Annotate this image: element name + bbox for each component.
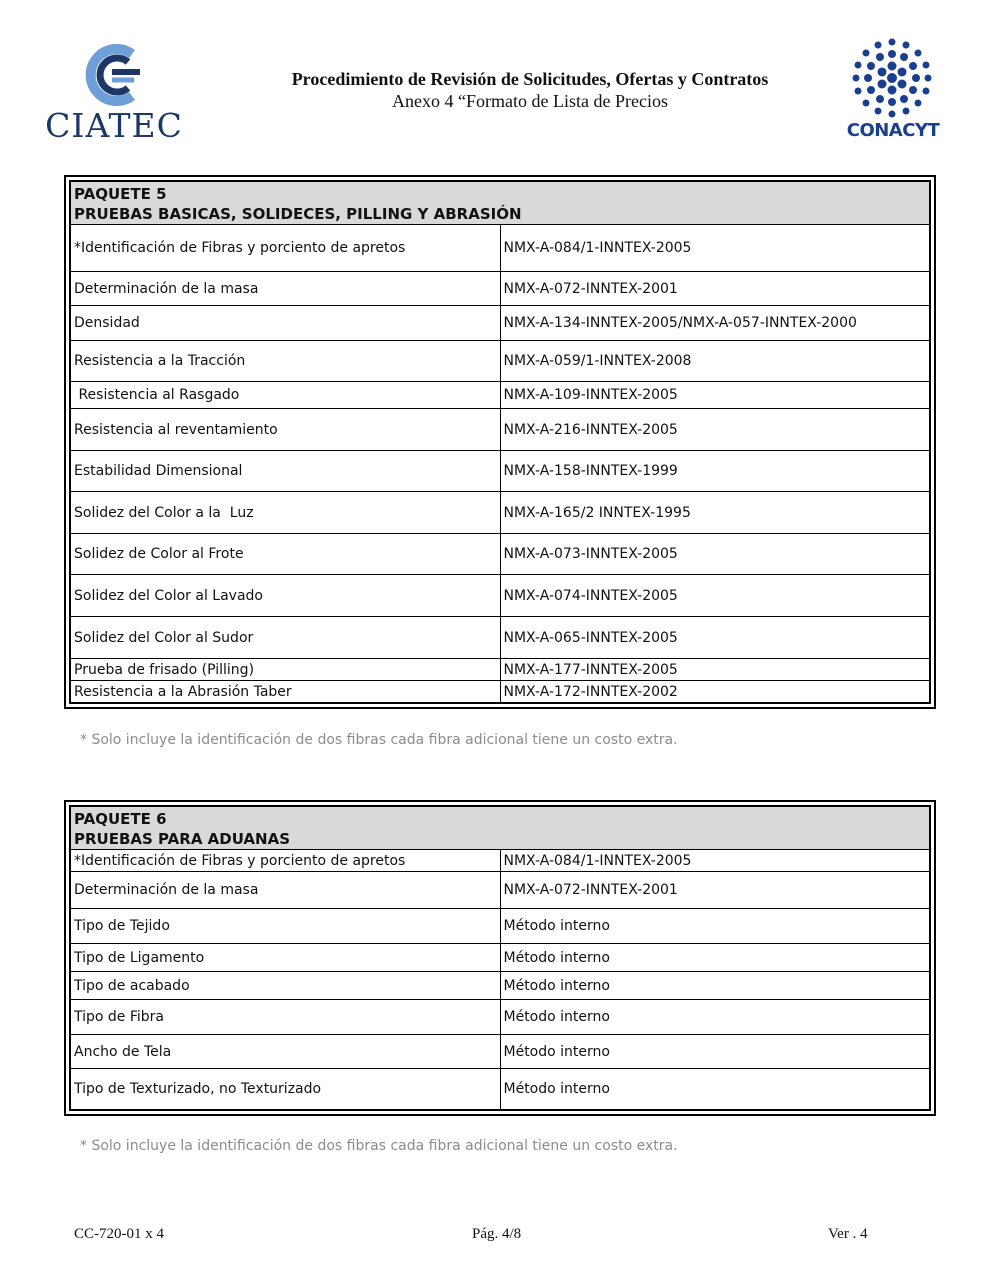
table-row [71,872,930,909]
package-5-note: * Solo incluye la identificación de dos fibras cada fibra adicional tiene un costo extra. [80,732,678,748]
test-name: Determinación de la masa [71,872,501,909]
package-header-cell [71,182,930,225]
table-row [71,382,930,409]
test-name: Densidad [71,306,501,341]
test-name: *Identificación de Fibras y porciento de apretos [71,225,501,272]
table-row [71,909,930,944]
test-name: Ancho de Tela [71,1035,501,1069]
page-header [0,0,990,160]
package-header [71,182,930,225]
document-version: Ver . 4 [828,1226,868,1242]
test-method: NMX-A-074-INNTEX-2005 [500,575,930,617]
table-row [71,1069,930,1110]
test-method: NMX-A-216-INNTEX-2005 [500,409,930,451]
test-method: NMX-A-165/2 INNTEX-1995 [500,492,930,534]
test-method: Método interno [500,1035,930,1069]
test-method: NMX-A-084/1-INNTEX-2005 [500,225,930,272]
package-5-table [64,175,936,709]
test-name: Solidez del Color a la Luz [71,492,501,534]
test-method: NMX-A-172-INNTEX-2002 [500,681,930,703]
test-name: Resistencia al Rasgado [71,382,501,409]
ciatec-logo-icon [82,40,146,110]
table-row [71,681,930,703]
package-title: PAQUETE 5 [74,185,167,203]
test-name: Solidez del Color al Lavado [71,575,501,617]
conacyt-wordmark: CONACYT [846,120,940,141]
table-row [71,225,930,272]
test-method: NMX-A-072-INNTEX-2001 [500,872,930,909]
table-row [71,451,930,492]
table-row [71,492,930,534]
test-method: Método interno [500,972,930,1000]
conacyt-logo [838,36,948,148]
test-name: Estabilidad Dimensional [71,451,501,492]
package-header [71,807,930,850]
test-name: Resistencia a la Abrasión Taber [71,681,501,703]
test-method: NMX-A-158-INNTEX-1999 [500,451,930,492]
package-6-table [64,800,936,1116]
table-row [71,972,930,1000]
document-title-block [230,68,830,112]
table-row [71,659,930,681]
package-title: PAQUETE 6 [74,810,167,828]
table-row [71,850,930,872]
test-method: NMX-A-059/1-INNTEX-2008 [500,341,930,382]
package-subtitle: PRUEBAS BASICAS, SOLIDECES, PILLING Y ABRASIÓN [74,205,522,223]
test-name: Tipo de Tejido [71,909,501,944]
test-method: Método interno [500,909,930,944]
test-method: Método interno [500,1000,930,1035]
conacyt-logo-icon [850,36,934,120]
test-method: NMX-A-134-INNTEX-2005/NMX-A-057-INNTEX-2000 [500,306,930,341]
test-name: Solidez de Color al Frote [71,534,501,575]
test-method: NMX-A-084/1-INNTEX-2005 [500,850,930,872]
document-code: CC-720-01 x 4 [74,1226,164,1242]
table-row [71,617,930,659]
test-name: *Identificación de Fibras y porciento de apretos [71,850,501,872]
package-6-note: * Solo incluye la identificación de dos fibras cada fibra adicional tiene un costo extra. [80,1138,678,1154]
test-name: Solidez del Color al Sudor [71,617,501,659]
table-row [71,1000,930,1035]
document-title: Procedimiento de Revisión de Solicitudes, Ofertas y Contratos [291,69,769,89]
ciatec-logo [38,40,190,145]
package-subtitle: PRUEBAS PARA ADUANAS [74,830,290,848]
test-name: Determinación de la masa [71,272,501,306]
test-method: NMX-A-177-INNTEX-2005 [500,659,930,681]
test-name: Tipo de Fibra [71,1000,501,1035]
test-method: Método interno [500,944,930,972]
table-row [71,306,930,341]
page-number: Pág. 4/8 [472,1226,522,1242]
package-header-cell [71,807,930,850]
document-subtitle: Anexo 4 “Formato de Lista de Precios [392,91,668,111]
test-method: NMX-A-072-INNTEX-2001 [500,272,930,306]
test-name: Resistencia al reventamiento [71,409,501,451]
table-row [71,1035,930,1069]
table-row [71,272,930,306]
table-row [71,409,930,451]
table-row [71,534,930,575]
test-name: Tipo de Ligamento [71,944,501,972]
test-method: NMX-A-065-INNTEX-2005 [500,617,930,659]
table-row [71,575,930,617]
test-name: Resistencia a la Tracción [71,341,501,382]
test-method: Método interno [500,1069,930,1110]
table-row [71,944,930,972]
ciatec-wordmark: CIATEC [45,106,183,145]
test-name: Prueba de frisado (Pilling) [71,659,501,681]
test-method: NMX-A-073-INNTEX-2005 [500,534,930,575]
test-name: Tipo de acabado [71,972,501,1000]
table-row [71,341,930,382]
test-method: NMX-A-109-INNTEX-2005 [500,382,930,409]
test-name: Tipo de Texturizado, no Texturizado [71,1069,501,1110]
